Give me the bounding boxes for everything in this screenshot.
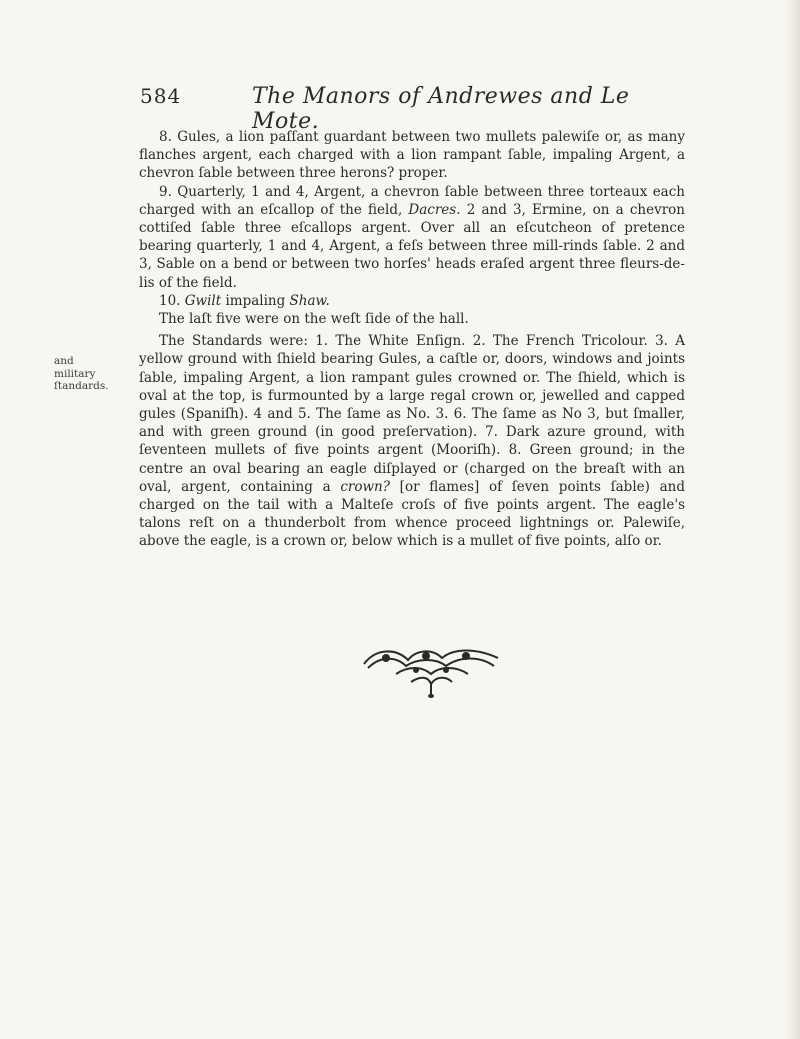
paragraph-standards bbox=[139, 332, 685, 550]
paragraph-10 bbox=[139, 292, 685, 310]
gwilt-name: Gwilt bbox=[184, 292, 222, 309]
margin-note-line: military bbox=[54, 367, 96, 380]
body-text bbox=[139, 128, 685, 551]
paragraph-9-text-cont: 2 and 3, Ermine, on a chevron cottiſed ſable three eſcallops argent. Over all an eſcutcheon of pretence bearing quarterly, 1 and 4, Argent, a feſs between three mill-rinds ſable. 2 and 3, Sable on a bend or between two horſes' heads eraſed argent three fleurs-de-lis of the field. bbox=[139, 201, 685, 291]
margin-note-line: ſtandards. bbox=[54, 380, 109, 392]
paragraph-9-text: 9. Quarterly, 1 and 4, Argent, a chevron ſable between three torteaux each charged with an eſcallop of the field, bbox=[139, 183, 685, 218]
paragraph-west-side: The laſt five were on the weſt ſide of the hall. bbox=[159, 311, 469, 328]
crown-word: crown? bbox=[340, 478, 390, 495]
margin-note-line: and bbox=[54, 355, 74, 367]
paragraph-8: 8. Gules, a lion paſſant guardant between two mullets palewiſe or, as many flanches argent, each charged with a lion rampant ſable, impaling Argent, a chevron ſable between three herons? proper. bbox=[139, 129, 685, 182]
running-title: The Manors of Andrewes and Le Mote. bbox=[252, 84, 630, 134]
paragraph-10-text: impaling bbox=[221, 292, 290, 309]
paragraph-9 bbox=[139, 183, 685, 292]
standards-text: The Standards were: 1. The White Enſign. 2. The French Tricolour. 3. A yellow ground with ſhield bearing Gules, a caſtle or, doors, windows and joints ſable, impaling Argent, a lion rampant gules crowned or. The ſhield, which is oval at the top, is furmounted by a large regal crown or, jewelled and capped gules (Spaniſh). 4 and 5. The ſame as No. 3. 6. The ſame as No 3, but ſmaller, and with green ground (in good preſervation). 7. Dark azure ground, with ſeventeen mullets of five points argent (Mooriſh). 8. Green ground; in the centre an oval bearing an eagle diſplayed or (charged on the breaſt with an oval, argent, containing a bbox=[139, 333, 685, 495]
page-number: 584 bbox=[140, 84, 182, 108]
standards-text-cont: [or flames] of ſeven points ſable) and charged on the tail with a Malteſe croſs of five points argent. The eagle's talons reſt on a thunderbolt from whence proceed lightnings or. Palewiſe, above the eagle, is a crown or, below which is a mullet of five points, alſo or. bbox=[139, 478, 685, 550]
page-edge-shadow bbox=[786, 0, 800, 1039]
page-header bbox=[140, 84, 660, 134]
dacres-name: Dacres. bbox=[408, 201, 461, 218]
shaw-name: Shaw. bbox=[289, 292, 330, 309]
margin-note bbox=[54, 355, 134, 393]
paragraph-10-number: 10. bbox=[159, 292, 185, 309]
decorative-tailpiece-icon bbox=[356, 644, 506, 700]
